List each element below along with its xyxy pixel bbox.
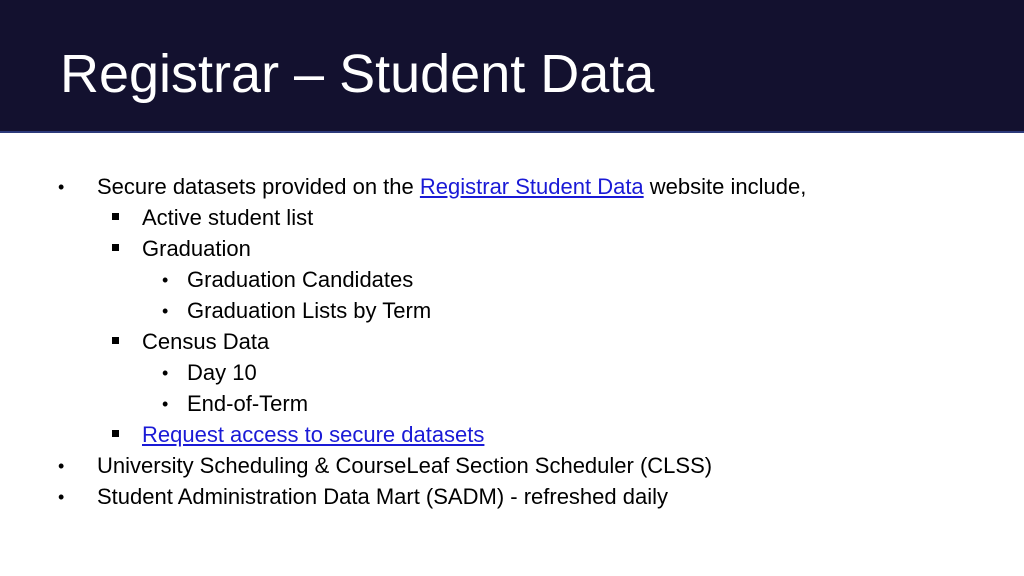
list-item-census-data: Census Data	[142, 329, 270, 354]
list-item-sadm: Student Administration Data Mart (SADM) - refreshed daily	[97, 484, 669, 509]
list-item-university-scheduling: University Scheduling & CourseLeaf Section Scheduler (CLSS)	[97, 453, 713, 478]
list-item-active-student-list: Active student list	[142, 205, 314, 230]
list-item-end-of-term: End-of-Term	[187, 391, 309, 416]
list-item-graduation: Graduation	[142, 236, 251, 261]
square-bullet-icon	[112, 244, 119, 251]
list-item-day-10: Day 10	[187, 360, 257, 385]
square-bullet-icon	[112, 213, 119, 220]
square-bullet-icon	[112, 430, 119, 437]
request-access-link[interactable]: Request access to secure datasets	[142, 422, 485, 447]
bullet-icon: •	[162, 394, 169, 414]
bullet-icon: •	[58, 177, 65, 197]
bullet-icon: •	[162, 363, 169, 383]
square-bullet-icon	[112, 337, 119, 344]
bullet-icon: •	[58, 487, 65, 507]
bullet-icon: •	[58, 456, 65, 476]
slide-title: Registrar – Student Data	[60, 44, 655, 104]
list-item-intro	[97, 174, 806, 200]
intro-prefix: Secure datasets provided on the	[97, 174, 420, 199]
list-item-request-access	[142, 422, 484, 448]
bullet-icon: •	[162, 301, 169, 321]
intro-suffix: website include,	[643, 174, 807, 199]
bullet-icon: •	[162, 270, 169, 290]
registrar-student-data-link[interactable]: Registrar Student Data	[419, 174, 644, 199]
list-item-graduation-lists-by-term: Graduation Lists by Term	[187, 298, 432, 323]
list-item-graduation-candidates: Graduation Candidates	[187, 267, 414, 292]
